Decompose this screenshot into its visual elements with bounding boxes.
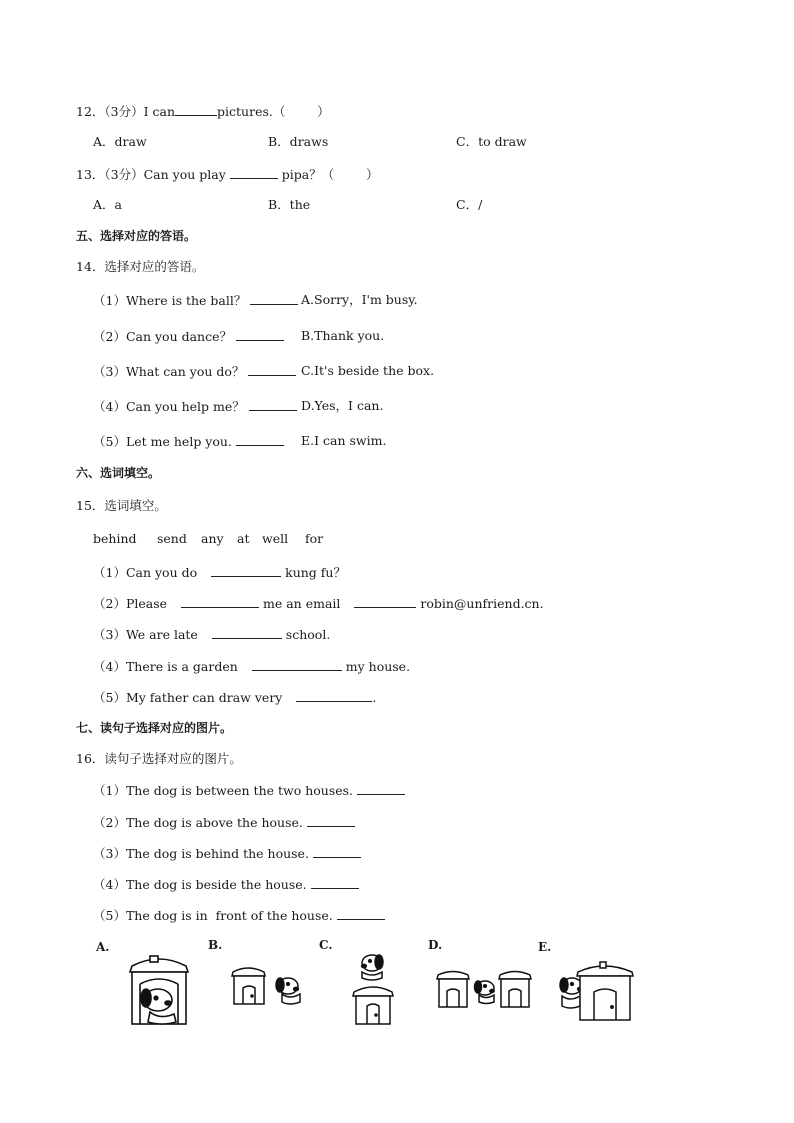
q14-answer-d: D.Yes，I can. [301, 398, 384, 413]
q15-blank-3[interactable] [212, 626, 282, 639]
q14-blank-4[interactable] [249, 398, 297, 411]
q15-blank-5[interactable] [296, 689, 372, 702]
q16-item-5: （5）The dog is in front of the house. [93, 907, 385, 924]
q16-item-3: （3）The dog is behind the house. [93, 845, 361, 862]
q14-item-5: （5）Let me help you. [93, 433, 284, 450]
q12-option-c: C．to draw [456, 134, 527, 149]
q15-item-5: （5）My father can draw very . [93, 690, 377, 705]
q16-item-4: （4）The dog is beside the house. [93, 876, 359, 893]
word-bank-well: well [262, 531, 289, 546]
q13-stem-post: pipa？（ ） [277, 167, 379, 182]
q16-blank-1[interactable] [357, 782, 405, 795]
q15-blank-2a[interactable] [181, 595, 259, 608]
word-bank-any: any [201, 531, 224, 546]
q14-blank-5[interactable] [236, 433, 284, 446]
q16-blank-5[interactable] [337, 907, 385, 920]
q14-answer-b: B.Thank you. [301, 328, 385, 343]
q13-option-c: C．/ [456, 197, 483, 212]
q13-answer-blank[interactable] [230, 166, 278, 179]
picture-label-c: C. [319, 938, 333, 952]
q14-item-2: （2）Can you dance？ [93, 328, 284, 345]
q14-blank-1[interactable] [250, 292, 298, 305]
q13-option-a: A．a [93, 197, 122, 212]
q14-answer-a: A.Sorry，I'm busy. [301, 292, 418, 307]
q12-answer-blank[interactable] [175, 103, 217, 116]
word-bank-send: send [157, 531, 187, 546]
q16-pictures [90, 938, 650, 1034]
q12-stem-post: pictures.（ ） [217, 104, 330, 119]
picture-d-dog-between-houses[interactable] [436, 968, 534, 1010]
picture-label-a: A. [96, 940, 110, 954]
q14-answer-e: E.I can swim. [301, 433, 387, 448]
q14-answer-c: C.It's beside the box. [301, 363, 435, 378]
q13-stem [76, 166, 378, 183]
q15-blank-2b[interactable] [354, 595, 416, 608]
picture-label-e: E. [538, 940, 552, 954]
q14-title: 14．选择对应的答语。 [76, 259, 205, 274]
picture-e-dog-behind-house[interactable] [556, 962, 636, 1022]
q15-item-4: （4）There is a garden my house. [93, 659, 411, 674]
q14-item-4: （4）Can you help me？ [93, 398, 297, 415]
picture-label-b: B. [208, 938, 223, 952]
q16-blank-2[interactable] [307, 814, 355, 827]
section5-title: 五、选择对应的答语。 [76, 229, 197, 243]
q15-item-2: （2）Please me an email robin@unfriend.cn. [93, 596, 544, 611]
q14-blank-2[interactable] [236, 328, 284, 341]
picture-c-dog-above-house[interactable] [352, 952, 396, 1026]
word-bank-behind: behind [93, 531, 137, 546]
word-bank-at: at [237, 531, 250, 546]
picture-b-dog-beside-house[interactable] [230, 964, 306, 1008]
q14-blank-3[interactable] [248, 363, 296, 376]
picture-a-dog-in-front-of-house[interactable] [126, 954, 192, 1028]
q15-title: 15．选词填空。 [76, 498, 167, 513]
q15-blank-1[interactable] [211, 564, 281, 577]
section6-title: 六、选词填空。 [76, 466, 161, 480]
q16-item-2: （2）The dog is above the house. [93, 814, 355, 831]
q14-item-1: （1）Where is the ball？ [93, 292, 298, 309]
q12-option-a: A．draw [93, 134, 147, 149]
q12-stem [76, 103, 330, 120]
q13-option-b: B．the [268, 197, 311, 212]
q14-item-3: （3）What can you do？ [93, 363, 296, 380]
q12-stem-pre: 12．（3分）I can [76, 104, 176, 119]
q15-item-3: （3）We are late school. [93, 627, 331, 642]
q15-item-1: （1）Can you do kung fu？ [93, 565, 346, 580]
q16-item-1: （1）The dog is between the two houses. [93, 782, 405, 799]
q16-title: 16．读句子选择对应的图片。 [76, 751, 242, 766]
q16-blank-3[interactable] [313, 845, 361, 858]
q16-blank-4[interactable] [311, 876, 359, 889]
q13-stem-pre: 13．（3分）Can you play [76, 167, 230, 182]
q15-blank-4[interactable] [252, 658, 342, 671]
picture-label-d: D. [428, 938, 443, 952]
word-bank-for: for [305, 531, 324, 546]
section7-title: 七、读句子选择对应的图片。 [76, 721, 233, 735]
q12-option-b: B．draws [268, 134, 329, 149]
